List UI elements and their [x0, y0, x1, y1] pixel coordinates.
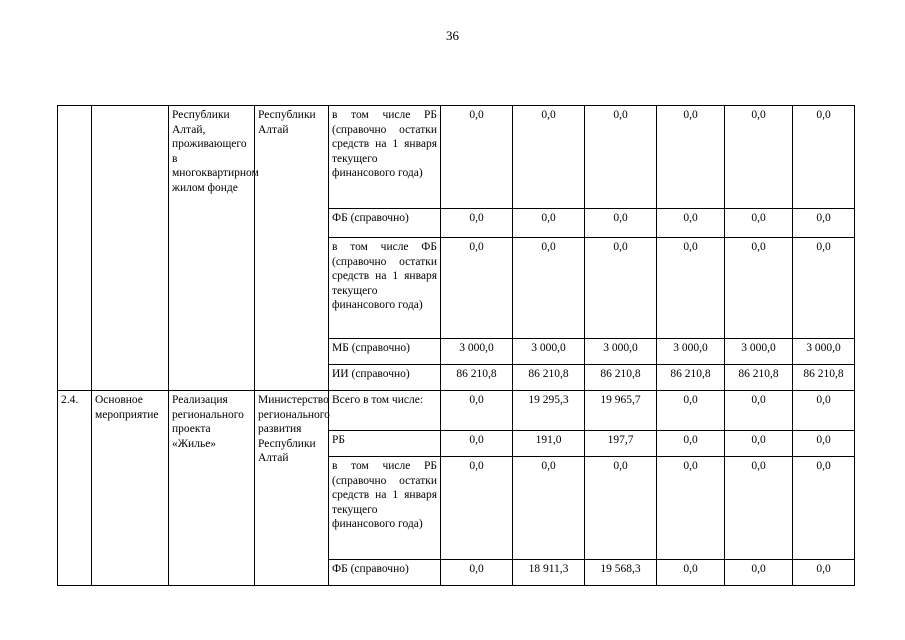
value-cell: 86 210,8: [657, 365, 725, 391]
source-label-cell: РБ: [329, 431, 441, 457]
value-cell: 86 210,8: [513, 365, 585, 391]
source-label-cell: ИИ (справочно): [329, 365, 441, 391]
source-label-cell: в том числе РБ (справочно остатки средств на 1 января текущего финансового года): [329, 106, 441, 209]
value-cell: 3 000,0: [441, 339, 513, 365]
value-cell: 0,0: [657, 238, 725, 339]
table-row: [58, 106, 855, 209]
value-cell: 0,0: [725, 457, 793, 560]
value-cell: 0,0: [513, 209, 585, 238]
value-cell: 0,0: [513, 106, 585, 209]
item-name-cell: Реализация регионального проекта «Жилье»: [169, 391, 255, 586]
value-cell: 3 000,0: [725, 339, 793, 365]
value-cell: 0,0: [657, 457, 725, 560]
item-name-cell: Республики Алтай, проживающего в многоквартирном жилом фонде: [169, 106, 255, 391]
source-label-cell: ФБ (справочно): [329, 209, 441, 238]
item-type-cell: Основное мероприятие: [92, 391, 169, 586]
page-number: 36: [446, 28, 459, 43]
item-number-cell: [58, 106, 92, 391]
value-cell: 0,0: [513, 457, 585, 560]
value-cell: 86 210,8: [793, 365, 855, 391]
value-cell: 0,0: [793, 106, 855, 209]
value-cell: 0,0: [725, 560, 793, 586]
source-label-cell: МБ (справочно): [329, 339, 441, 365]
source-label-cell: в том числе РБ (справочно остатки средств на 1 января текущего финансового года): [329, 457, 441, 560]
budget-table: [57, 105, 855, 586]
value-cell: 0,0: [725, 106, 793, 209]
value-cell: 0,0: [441, 431, 513, 457]
value-cell: 0,0: [657, 209, 725, 238]
value-cell: 0,0: [793, 560, 855, 586]
value-cell: 0,0: [441, 106, 513, 209]
value-cell: 3 000,0: [793, 339, 855, 365]
value-cell: 0,0: [657, 560, 725, 586]
value-cell: 191,0: [513, 431, 585, 457]
value-cell: 86 210,8: [725, 365, 793, 391]
source-label-cell: ФБ (справочно): [329, 560, 441, 586]
value-cell: 0,0: [441, 457, 513, 560]
value-cell: 19 568,3: [585, 560, 657, 586]
value-cell: 3 000,0: [585, 339, 657, 365]
value-cell: 0,0: [793, 457, 855, 560]
executor-cell: Министерство регионального развития Республики Алтай: [255, 391, 329, 586]
value-cell: 0,0: [441, 560, 513, 586]
value-cell: 0,0: [585, 106, 657, 209]
value-cell: 0,0: [725, 209, 793, 238]
value-cell: 3 000,0: [657, 339, 725, 365]
source-label-cell: Всего в том числе:: [329, 391, 441, 431]
value-cell: 0,0: [793, 431, 855, 457]
value-cell: 0,0: [725, 391, 793, 431]
value-cell: 197,7: [585, 431, 657, 457]
value-cell: 0,0: [585, 457, 657, 560]
value-cell: 0,0: [793, 391, 855, 431]
value-cell: 0,0: [513, 238, 585, 339]
value-cell: 0,0: [657, 431, 725, 457]
item-number-cell: 2.4.: [58, 391, 92, 586]
value-cell: 0,0: [725, 238, 793, 339]
value-cell: 0,0: [793, 209, 855, 238]
value-cell: 0,0: [585, 238, 657, 339]
value-cell: 0,0: [657, 106, 725, 209]
item-type-cell: [92, 106, 169, 391]
source-label-cell: в том числе ФБ (справочно остатки средств на 1 января текущего финансового года): [329, 238, 441, 339]
executor-cell: Республики Алтай: [255, 106, 329, 391]
table-row: [58, 391, 855, 431]
value-cell: 0,0: [725, 431, 793, 457]
value-cell: 86 210,8: [441, 365, 513, 391]
value-cell: 0,0: [793, 238, 855, 339]
value-cell: 3 000,0: [513, 339, 585, 365]
value-cell: 0,0: [585, 209, 657, 238]
value-cell: 19 295,3: [513, 391, 585, 431]
value-cell: 0,0: [657, 391, 725, 431]
value-cell: 0,0: [441, 238, 513, 339]
value-cell: 86 210,8: [585, 365, 657, 391]
value-cell: 0,0: [441, 209, 513, 238]
value-cell: 19 965,7: [585, 391, 657, 431]
value-cell: 0,0: [441, 391, 513, 431]
value-cell: 18 911,3: [513, 560, 585, 586]
